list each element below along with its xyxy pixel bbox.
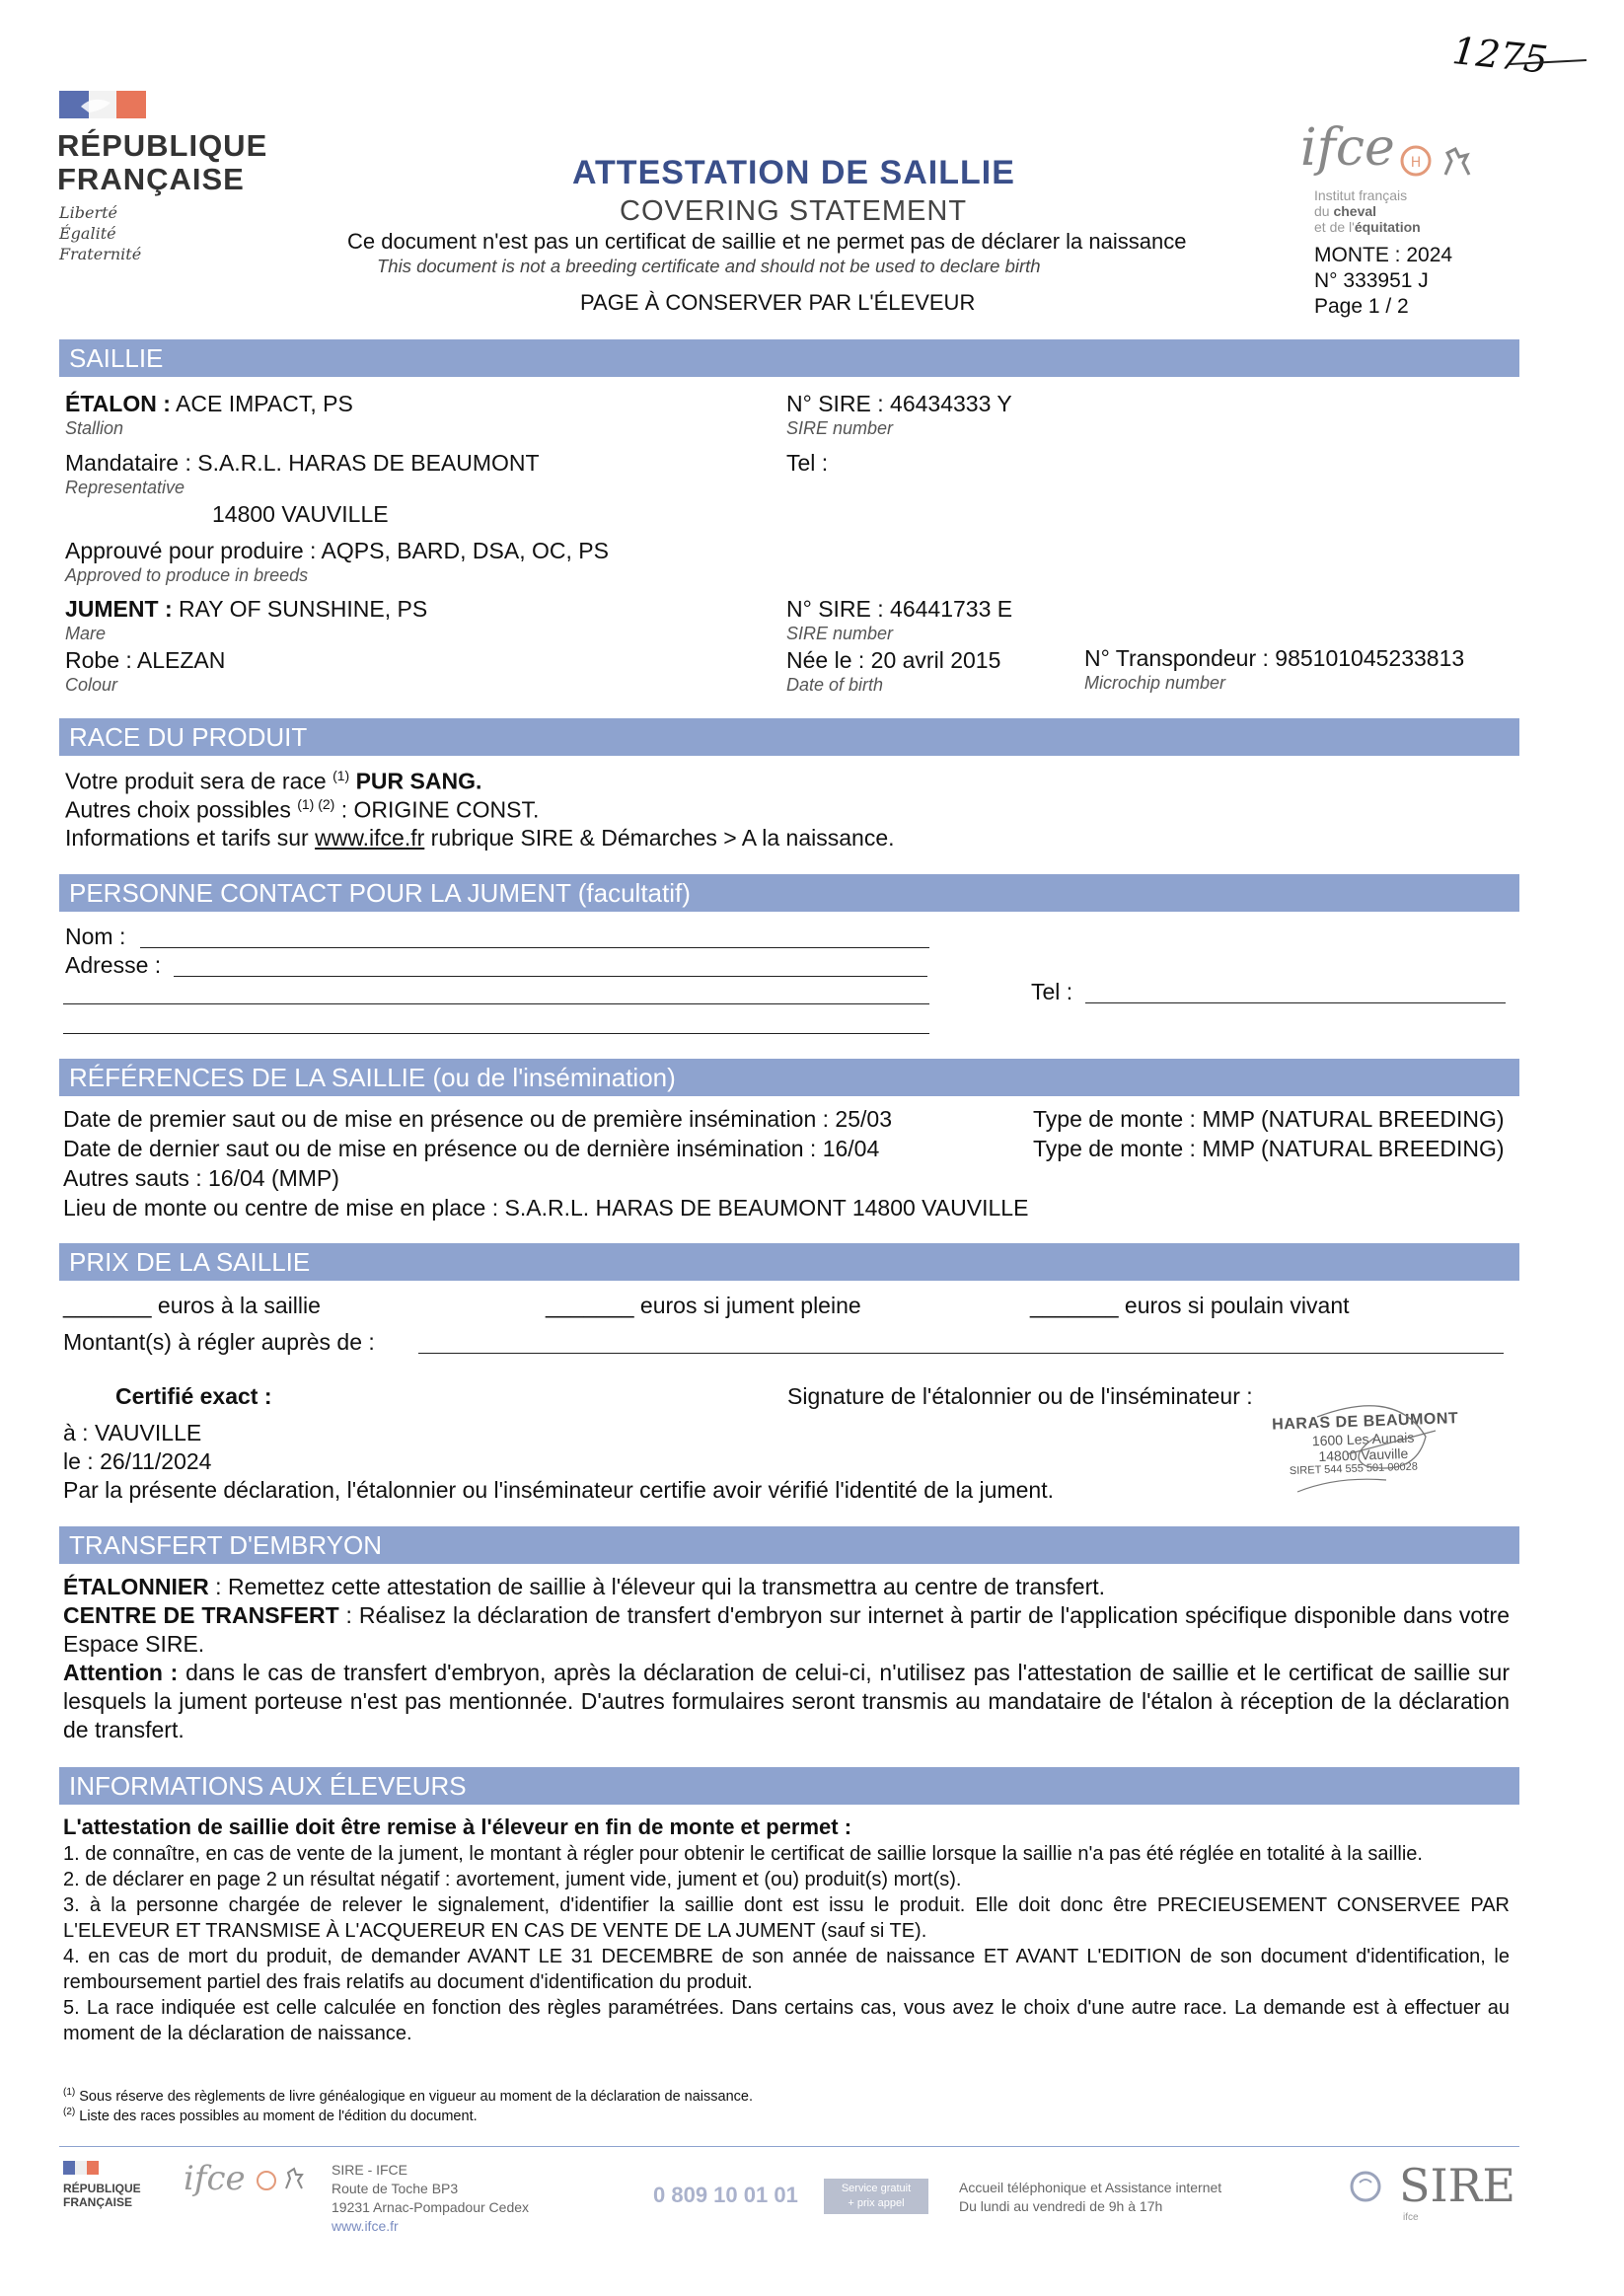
transfert-text bbox=[63, 1573, 1510, 1744]
ref-lieu: Lieu de monte ou centre de mise en place : S.A.R.L. HARAS DE BEAUMONT 14800 VAUVILLE bbox=[63, 1195, 1029, 1221]
ifce-tag-de: et de l' bbox=[1314, 219, 1355, 235]
race-line-1-prefix: Votre produit sera de race bbox=[65, 768, 333, 794]
prix-saillie-label: euros à la saillie bbox=[151, 1293, 321, 1318]
mandataire: Mandataire : S.A.R.L. HARAS DE BEAUMONT bbox=[65, 450, 540, 476]
prix-montant-line[interactable] bbox=[418, 1353, 1504, 1354]
handwritten-reference: 1275 bbox=[1449, 29, 1550, 82]
certifie-label: Certifié exact : bbox=[115, 1383, 272, 1409]
ifce-tagline-3 bbox=[1314, 219, 1421, 235]
etalon-value: ACE IMPACT, PS bbox=[176, 391, 353, 416]
header-note-en: This document is not a breeding certificate and should not be used to declare birth bbox=[377, 256, 1041, 276]
informations-list bbox=[63, 1841, 1510, 2046]
footnote-2-sup: (2) bbox=[63, 2107, 76, 2117]
footer-flag-icon bbox=[63, 2161, 99, 2175]
contact-tel-line[interactable] bbox=[1085, 1002, 1506, 1003]
transfert-p1-bold: ÉTALONNIER bbox=[63, 1574, 209, 1599]
ifce-tag-equitation: équitation bbox=[1354, 219, 1421, 235]
prix-poulain-label: euros si poulain vivant bbox=[1118, 1293, 1350, 1318]
contact-nom-line[interactable] bbox=[140, 947, 929, 948]
info-item-4: 4. en cas de mort du produit, de demander AVANT LE 31 DECEMBRE de son année de naissance ET AVANT L'EDITION de son document d'identification, le remboursement partiel des frais relatifs au document d'identification du produit. bbox=[63, 1946, 1510, 1993]
page-subtitle: COVERING STATEMENT bbox=[620, 195, 968, 227]
prix-poulain bbox=[1030, 1293, 1350, 1319]
footer-service-badge bbox=[824, 2179, 928, 2214]
etalon-sire: N° SIRE : 46434333 Y bbox=[786, 391, 1012, 416]
etalon-sire-en: SIRE number bbox=[786, 418, 894, 438]
etalon-label: ÉTALON : bbox=[65, 391, 171, 416]
ref-first-date: Date de premier saut ou de mise en présence ou de première insémination : 25/03 bbox=[63, 1106, 892, 1132]
section-references-header: RÉFÉRENCES DE LA SAILLIE (ou de l'insémination) bbox=[59, 1059, 1519, 1096]
transfert-p1-text: : Remettez cette attestation de saillie à l'éleveur qui la transmettra au centre de transfert. bbox=[208, 1574, 1106, 1599]
section-race-header: RACE DU PRODUIT bbox=[59, 718, 1519, 756]
page-title: ATTESTATION DE SAILLIE bbox=[572, 154, 1015, 191]
section-prix-header: PRIX DE LA SAILLIE bbox=[59, 1243, 1519, 1281]
race-line-2 bbox=[65, 796, 539, 824]
jument-sire-en: SIRE number bbox=[786, 624, 894, 643]
page-number: Page 1 / 2 bbox=[1314, 295, 1409, 318]
race-sup-1: (1) bbox=[332, 768, 350, 783]
informations-heading: L'attestation de saillie doit être remise à l'éleveur en fin de monte et permet : bbox=[63, 1815, 852, 1839]
ifce-link[interactable]: www.ifce.fr bbox=[315, 825, 425, 851]
race-sup-2: (1) (2) bbox=[297, 796, 335, 812]
footer-republique-logo bbox=[63, 2161, 141, 2209]
footer-republique-2: FRANÇAISE bbox=[63, 2195, 133, 2209]
ifce-logo-text: ifce bbox=[1300, 118, 1395, 178]
footer-sire-sub: ifce bbox=[1403, 2212, 1419, 2223]
footer-service-2: + prix appel bbox=[848, 2197, 905, 2209]
signature-label: Signature de l'étalonnier ou de l'inséminateur : bbox=[787, 1383, 1253, 1409]
prix-saillie bbox=[63, 1293, 321, 1319]
ifce-seal-icon bbox=[1399, 144, 1433, 178]
footer-help-1: Accueil téléphonique et Assistance internet bbox=[959, 2180, 1222, 2195]
footer-service-1: Service gratuit bbox=[841, 2183, 912, 2194]
jument-en: Mare bbox=[65, 624, 107, 643]
monte-year: MONTE : 2024 bbox=[1314, 244, 1453, 266]
document-number: N° 333951 J bbox=[1314, 269, 1429, 292]
footnote-2 bbox=[63, 2103, 478, 2126]
transpondeur: N° Transpondeur : 985101045233813 bbox=[1084, 645, 1465, 671]
republique-motto-3: Fraternité bbox=[59, 245, 142, 263]
race-line-1 bbox=[65, 768, 481, 795]
transpondeur-en: Microchip number bbox=[1084, 673, 1226, 693]
republique-title-1: RÉPUBLIQUE bbox=[57, 128, 268, 163]
contact-adresse-line-1[interactable] bbox=[174, 976, 927, 977]
footer-rider-icon bbox=[282, 2165, 306, 2192]
ifce-tag-du: du bbox=[1314, 203, 1330, 219]
footer-divider bbox=[59, 2146, 1519, 2147]
cert-date: le : 26/11/2024 bbox=[63, 1448, 212, 1474]
stamp-line-3: 14800 Vauville bbox=[1318, 1444, 1409, 1465]
footer-help-2: Du lundi au vendredi de 9h à 17h bbox=[959, 2198, 1163, 2214]
footer-ifce-logo: ifce bbox=[184, 2159, 246, 2198]
transfert-p3-bold: Attention : bbox=[63, 1660, 179, 1685]
stamp-line-1: HARAS DE BEAUMONT bbox=[1271, 1410, 1459, 1434]
rider-icon bbox=[1438, 141, 1477, 181]
prix-poulain-blank[interactable]: _______ bbox=[1030, 1293, 1119, 1318]
stamp-line-4: SIRET 544 555 501 00028 bbox=[1289, 1460, 1419, 1478]
ifce-tagline-1: Institut français bbox=[1314, 187, 1408, 203]
footer-address-3: 19231 Arnac-Pompadour Cedex bbox=[332, 2199, 530, 2215]
prix-pleine-label: euros si jument pleine bbox=[633, 1293, 861, 1318]
section-saillie-header: SAILLIE bbox=[59, 339, 1519, 377]
race-line-3 bbox=[65, 825, 895, 852]
footer-sire-icon bbox=[1348, 2169, 1383, 2204]
robe-en: Colour bbox=[65, 675, 118, 695]
race-value: PUR SANG. bbox=[355, 768, 482, 794]
cert-declaration: Par la présente déclaration, l'étalonnier ou l'inséminateur certifie avoir vérifié l'identité de la jument. bbox=[63, 1477, 1054, 1503]
cert-lieu: à : VAUVILLE bbox=[63, 1420, 202, 1445]
approuve: Approuvé pour produire : AQPS, BARD, DSA, OC, PS bbox=[65, 538, 609, 563]
flag-icon bbox=[59, 89, 146, 120]
jument-sire: N° SIRE : 46441733 E bbox=[786, 596, 1013, 622]
robe: Robe : ALEZAN bbox=[65, 647, 226, 673]
transfert-p2 bbox=[63, 1601, 1510, 1659]
republique-motto-2: Égalité bbox=[59, 224, 116, 243]
header-keep-note: PAGE À CONSERVER PAR L'ÉLEVEUR bbox=[580, 290, 976, 315]
ifce-tagline-2 bbox=[1314, 203, 1376, 219]
ref-last-date: Date de dernier saut ou de mise en présence ou de dernière insémination : 16/04 bbox=[63, 1136, 880, 1161]
jument-label: JUMENT : bbox=[65, 596, 173, 622]
contact-adresse-line-3[interactable] bbox=[63, 1033, 929, 1034]
footer-address-2: Route de Toche BP3 bbox=[332, 2181, 459, 2196]
footer-sire-logo: SIRE bbox=[1399, 2159, 1515, 2212]
approuve-en: Approved to produce in breeds bbox=[65, 565, 309, 585]
stamp-line-2: 1600 Les Aunais bbox=[1311, 1429, 1415, 1449]
transfert-p3-text: dans le cas de transfert d'embryon, après la déclaration de celui-ci, n'utilisez pas l'attestation de saillie et le certificat de saillie sur lesquels la jument porteuse n'est pas mentionnée. D'autres formulaires seront transmis au mandataire de l'étalon à réception de la déclaration de transfert. bbox=[63, 1660, 1510, 1742]
footer-phone: 0 809 10 01 01 bbox=[653, 2183, 798, 2207]
etalon bbox=[65, 391, 353, 417]
footer-seal-icon bbox=[255, 2169, 278, 2192]
ifce-logo bbox=[1300, 118, 1527, 181]
header-note-fr: Ce document n'est pas un certificat de saillie et ne permet pas de déclarer la naissance bbox=[347, 229, 1187, 254]
ref-type-1: Type de monte : MMP (NATURAL BREEDING) bbox=[1033, 1106, 1505, 1132]
footnote-1-text: Sous réserve des règlements de livre généalogique en vigueur au moment de la déclaration de naissance. bbox=[75, 2088, 753, 2105]
etalon-en: Stallion bbox=[65, 418, 124, 438]
transfert-p1 bbox=[63, 1573, 1510, 1601]
transfert-p3 bbox=[63, 1659, 1510, 1744]
republique-motto-1: Liberté bbox=[59, 203, 117, 222]
prix-saillie-blank[interactable]: _______ bbox=[63, 1293, 152, 1318]
prix-montant-label: Montant(s) à régler auprès de : bbox=[63, 1329, 375, 1355]
republique-logo bbox=[59, 89, 146, 125]
svg-text:H: H bbox=[1410, 154, 1422, 171]
race-line-2-value: : ORIGINE CONST. bbox=[334, 796, 540, 823]
ifce-tag-cheval: cheval bbox=[1333, 203, 1377, 219]
date-naissance: Née le : 20 avril 2015 bbox=[786, 647, 1001, 673]
info-item-3: 3. à la personne chargée de relever le signalement, d'identifier la saillie dont est issu le produit. Elle doit donc être PRECIEUSEMENT CONSERVEE PAR L'ELEVEUR ET TRANSMISE À L'ACQUEREUR EN CAS DE VENTE DE LA JUMENT (sauf si TE). bbox=[63, 1894, 1510, 1942]
info-item-1: 1. de connaître, en cas de vente de la jument, le montant à régler pour obtenir le certificat de saillie lorsque la saillie n'a pas été réglée en totalité à la saillie. bbox=[63, 1843, 1423, 1865]
contact-nom-label: Nom : bbox=[65, 924, 126, 949]
section-transfert-header: TRANSFERT D'EMBRYON bbox=[59, 1526, 1519, 1564]
footer-republique-1: RÉPUBLIQUE bbox=[63, 2182, 141, 2195]
signature-scribble bbox=[1278, 1397, 1475, 1506]
footnote-1-sup: (1) bbox=[63, 2087, 76, 2098]
race-line-3-suffix: rubrique SIRE & Démarches > A la naissance. bbox=[424, 825, 895, 851]
republique-title-2: FRANÇAISE bbox=[57, 162, 245, 196]
race-line-3-prefix: Informations et tarifs sur bbox=[65, 825, 316, 851]
race-line-2-prefix: Autres choix possibles bbox=[65, 796, 298, 823]
info-item-5: 5. La race indiquée est celle calculée en fonction des règles paramétrées. Dans certains cas, vous avez le choix d'une autre race. La demande est à effectuer au moment de la déclaration de naissance. bbox=[63, 1997, 1510, 2044]
date-naissance-en: Date of birth bbox=[786, 675, 884, 695]
contact-adresse-line-2[interactable] bbox=[63, 1003, 929, 1004]
section-contact-header: PERSONNE CONTACT POUR LA JUMENT (facultatif) bbox=[59, 874, 1519, 912]
section-informations-header: INFORMATIONS AUX ÉLEVEURS bbox=[59, 1767, 1519, 1805]
ref-type-2: Type de monte : MMP (NATURAL BREEDING) bbox=[1033, 1136, 1505, 1161]
footnote-2-text: Liste des races possibles au moment de l'édition du document. bbox=[75, 2108, 478, 2124]
prix-pleine bbox=[546, 1293, 861, 1319]
prix-pleine-blank[interactable]: _______ bbox=[546, 1293, 634, 1318]
etalon-tel: Tel : bbox=[786, 450, 829, 476]
jument bbox=[65, 596, 427, 623]
info-item-2: 2. de déclarer en page 2 un résultat négatif : avortement, jument vide, jument et (ou) produit(s) mort(s). bbox=[63, 1869, 962, 1890]
mandataire-en: Representative bbox=[65, 478, 185, 497]
jument-value: RAY OF SUNSHINE, PS bbox=[179, 596, 428, 622]
transfert-p2-bold: CENTRE DE TRANSFERT bbox=[63, 1602, 339, 1628]
contact-adresse-label: Adresse : bbox=[65, 952, 162, 978]
transfert-p2-text: : Réalisez la déclaration de transfert d'embryon sur internet à partir de l'application spécifique disponible dans votre Espace SIRE. bbox=[63, 1602, 1510, 1657]
footer-website[interactable]: www.ifce.fr bbox=[332, 2218, 399, 2234]
mandataire-address: 14800 VAUVILLE bbox=[212, 501, 389, 527]
contact-tel-label: Tel : bbox=[1031, 979, 1073, 1004]
ref-autres-sauts: Autres sauts : 16/04 (MMP) bbox=[63, 1165, 339, 1191]
footer-address-1: SIRE - IFCE bbox=[332, 2162, 408, 2178]
